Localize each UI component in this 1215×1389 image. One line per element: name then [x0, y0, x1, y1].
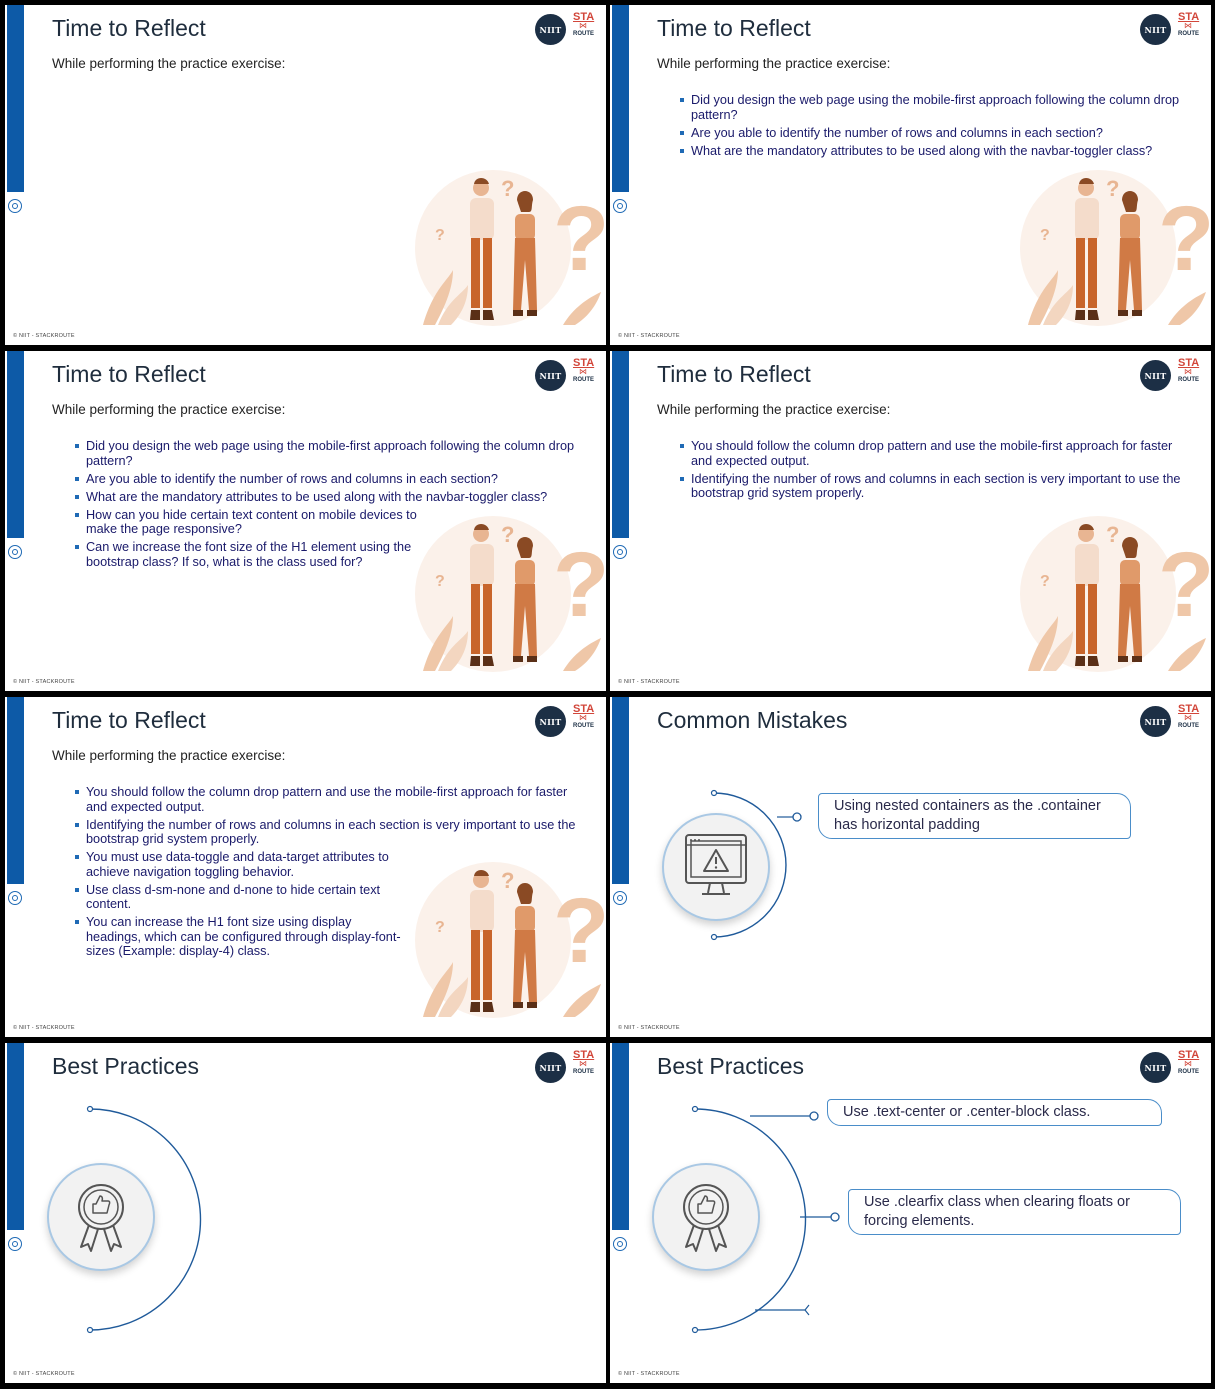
niit-logo: NIIT [535, 706, 566, 737]
accent-bar [7, 697, 24, 884]
svg-text:?: ? [1106, 176, 1120, 201]
slide-intro: While performing the practice exercise: [657, 402, 891, 417]
svg-text:?: ? [435, 573, 445, 590]
bullet-item: You should follow the column drop pattern and use the mobile-first approach for faster and expected output. [680, 439, 1190, 468]
svg-text:?: ? [435, 919, 445, 936]
bullet-item: Are you able to identify the number of rows and columns in each section? [680, 126, 1185, 141]
stackroute-logo: STA ⋈ ROUTE [573, 703, 595, 729]
footer-copyright: © NIIT - STACKROUTE [618, 1371, 680, 1377]
niit-logo: NIIT [535, 360, 566, 391]
slide-title: Time to Reflect [52, 361, 206, 387]
bullet-item: What are the mandatory attributes to be used along with the navbar-toggler class? [75, 490, 585, 505]
bullet-item: Did you design the web page using the mobile-first approach following the column drop pattern? [75, 439, 585, 468]
slide-title: Time to Reflect [657, 361, 811, 387]
niit-logo: NIIT [535, 1052, 566, 1083]
reflect-illustration [413, 160, 610, 330]
accent-bar [7, 351, 24, 538]
bullet-item: You can increase the H1 font size using display headings, which can be configured through display-font-sizes (Example: display-4) class. [75, 915, 406, 959]
stackroute-logo: STA ⋈ ROUTE [573, 1049, 595, 1075]
slide-title: Time to Reflect [52, 707, 206, 733]
footer-copyright: © NIIT - STACKROUTE [13, 679, 75, 685]
niit-logo: NIIT [535, 14, 566, 45]
svg-text:?: ? [501, 522, 515, 547]
warning-monitor-icon [662, 813, 770, 921]
bullet-item: How can you hide certain text content on mobile devices to make the page responsive? [75, 508, 421, 537]
niit-logo: NIIT [1140, 14, 1171, 45]
reflect-illustration [1018, 160, 1215, 330]
bullet-list [680, 439, 1190, 504]
slide-title: Time to Reflect [52, 15, 206, 41]
svg-text:?: ? [1158, 188, 1215, 290]
slide-1[interactable] [5, 5, 610, 345]
slide-intro: While performing the practice exercise: [657, 56, 891, 71]
bullet-item: You must use data-toggle and data-target attributes to achieve navigation toggling behavior. [75, 850, 406, 879]
slide-2[interactable] [610, 5, 1215, 345]
bullet-item: Are you able to identify the number of rows and columns in each section? [75, 472, 585, 487]
bullet-item: Use class d-sm-none and d-none to hide certain text content. [75, 883, 406, 912]
target-ring-icon [8, 545, 22, 559]
slide-5[interactable] [5, 697, 610, 1037]
bullet-list [75, 785, 590, 962]
slide-intro: While performing the practice exercise: [52, 402, 286, 417]
slide-intro: While performing the practice exercise: [52, 56, 286, 71]
svg-text:?: ? [1040, 227, 1050, 244]
niit-logo: NIIT [1140, 706, 1171, 737]
bullet-list [680, 93, 1185, 162]
stackroute-logo: STA ⋈ ROUTE [1178, 11, 1200, 37]
callout-box: Using nested containers as the .container has horizontal padding [818, 793, 1131, 839]
svg-text:?: ? [553, 880, 610, 982]
niit-logo: NIIT [1140, 1052, 1171, 1083]
thumbs-up-badge-icon [652, 1163, 760, 1271]
bullet-item: Can we increase the font size of the H1 element using the bootstrap class? If so, what is the class used for? [75, 540, 421, 569]
footer-copyright: © NIIT - STACKROUTE [13, 1371, 75, 1377]
bullet-list [75, 439, 585, 573]
svg-text:?: ? [553, 188, 610, 290]
footer-copyright: © NIIT - STACKROUTE [13, 333, 75, 339]
slide-8[interactable] [610, 1043, 1211, 1383]
target-ring-icon [613, 545, 627, 559]
footer-copyright: © NIIT - STACKROUTE [618, 333, 680, 339]
stackroute-logo: STA ⋈ ROUTE [1178, 1049, 1200, 1075]
accent-bar [612, 5, 629, 192]
slide-title: Time to Reflect [657, 15, 811, 41]
slide-7[interactable] [5, 1043, 606, 1383]
svg-text:?: ? [1040, 573, 1050, 590]
slide-title: Common Mistakes [657, 707, 848, 733]
stackroute-logo: STA ⋈ ROUTE [1178, 357, 1200, 383]
stackroute-logo: STA ⋈ ROUTE [573, 11, 595, 37]
svg-text:?: ? [553, 534, 610, 636]
svg-text:?: ? [435, 227, 445, 244]
callout-box: Use .text-center or .center-block class. [827, 1099, 1162, 1126]
stackroute-logo: STA ⋈ ROUTE [573, 357, 595, 383]
slide-3[interactable] [5, 351, 610, 691]
svg-text:?: ? [1158, 534, 1215, 636]
niit-logo: NIIT [1140, 360, 1171, 391]
slide-title: Best Practices [657, 1053, 804, 1079]
bullet-item: Did you design the web page using the mobile-first approach following the column drop pattern? [680, 93, 1185, 122]
bullet-item: Identifying the number of rows and columns in each section is very important to use the bootstrap grid system properly. [75, 818, 590, 847]
callout-box: Use .clearfix class when clearing floats or forcing elements. [848, 1189, 1181, 1235]
svg-text:?: ? [501, 176, 515, 201]
footer-copyright: © NIIT - STACKROUTE [618, 679, 680, 685]
bullet-item: What are the mandatory attributes to be used along with the navbar-toggler class? [680, 144, 1185, 159]
slide-4[interactable] [610, 351, 1215, 691]
slide-title: Best Practices [52, 1053, 199, 1079]
thumbs-up-badge-icon [47, 1163, 155, 1271]
svg-text:?: ? [1106, 522, 1120, 547]
target-ring-icon [613, 199, 627, 213]
target-ring-icon [8, 199, 22, 213]
stackroute-logo: STA ⋈ ROUTE [1178, 703, 1200, 729]
footer-copyright: © NIIT - STACKROUTE [618, 1025, 680, 1031]
bullet-item: You should follow the column drop pattern and use the mobile-first approach for faster and expected output. [75, 785, 590, 814]
target-ring-icon [8, 891, 22, 905]
slide-6[interactable] [610, 697, 1211, 1037]
bullet-item: Identifying the number of rows and columns in each section is very important to use the bootstrap grid system properly. [680, 472, 1190, 501]
accent-bar [612, 351, 629, 538]
accent-bar [7, 5, 24, 192]
footer-copyright: © NIIT - STACKROUTE [13, 1025, 75, 1031]
svg-text:?: ? [501, 868, 515, 893]
reflect-illustration [1018, 506, 1215, 676]
slide-intro: While performing the practice exercise: [52, 748, 286, 763]
